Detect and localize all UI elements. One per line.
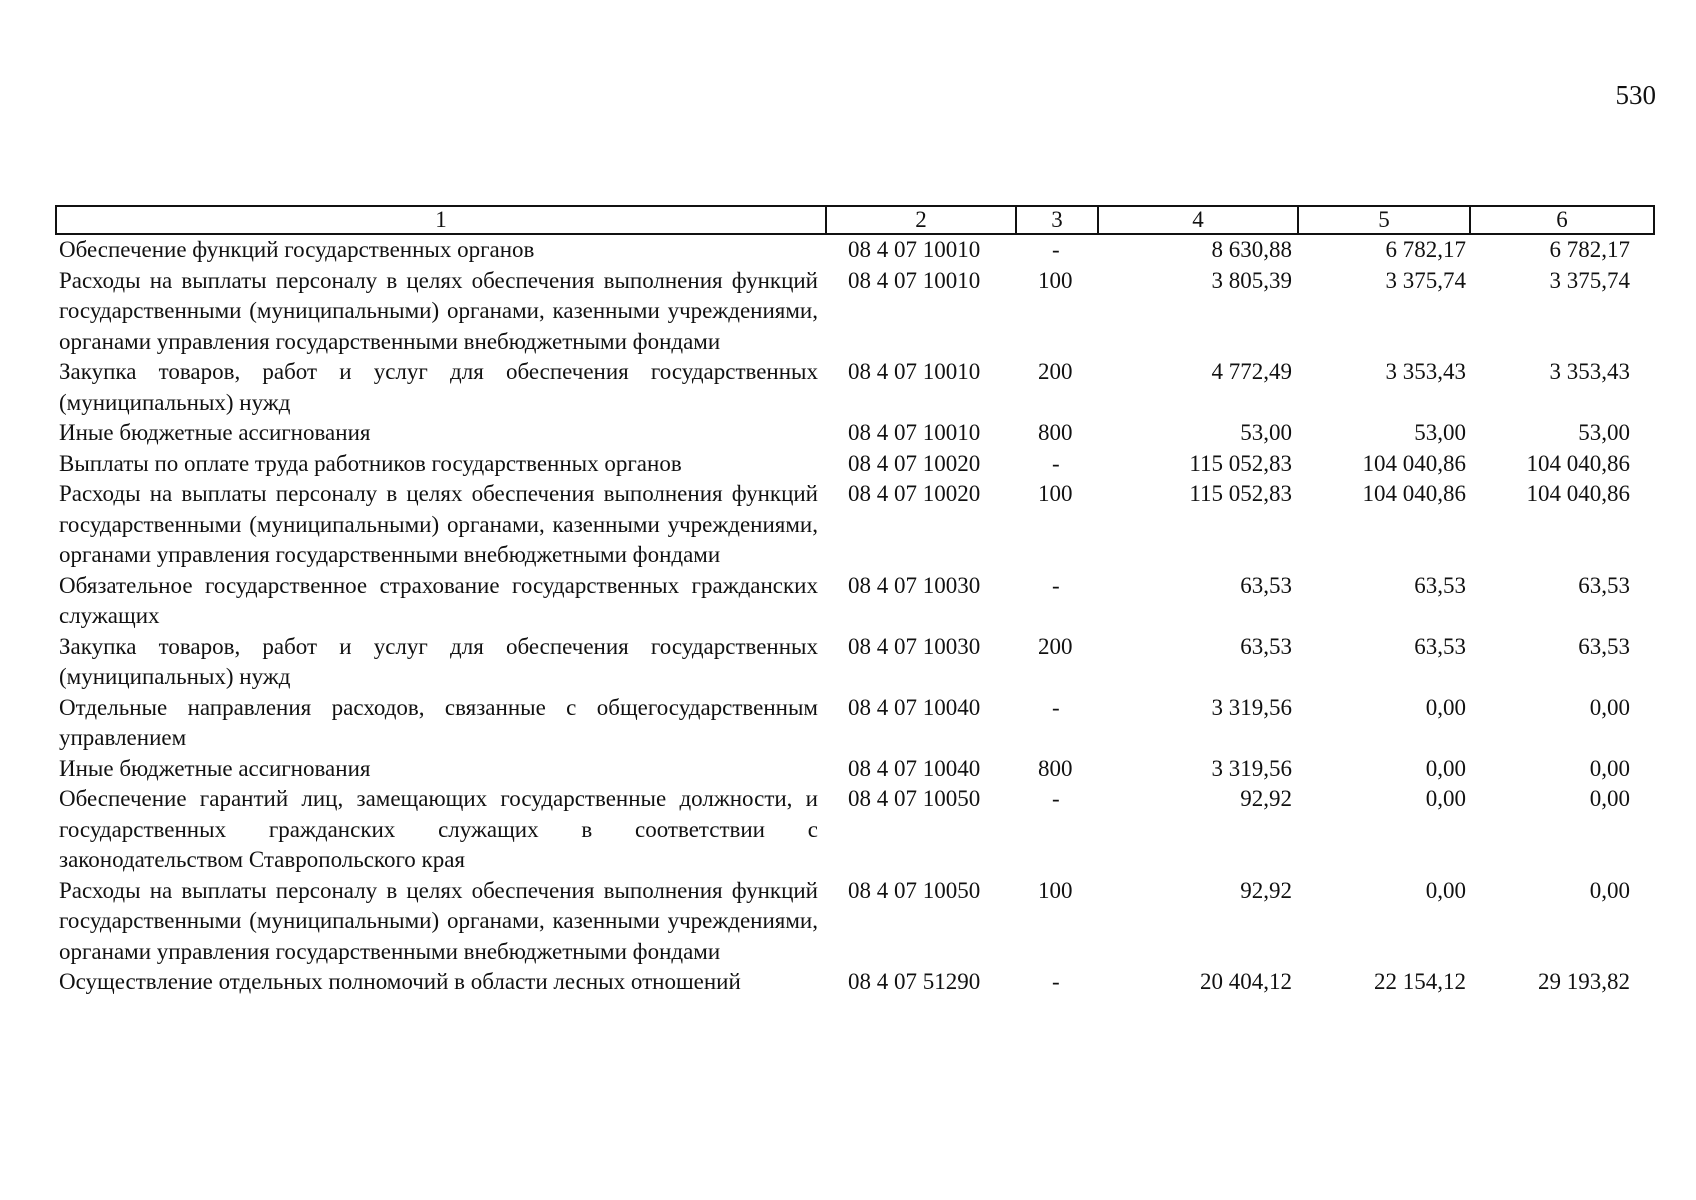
row-name: Закупка товаров, работ и услуг для обеспечения государственных (муниципальных) нужд bbox=[59, 633, 818, 689]
row-value-5: 3 375,74 bbox=[1385, 267, 1466, 293]
row-value-5: 63,53 bbox=[1414, 572, 1466, 598]
row-code: 08 4 07 10050 bbox=[848, 786, 981, 811]
row-value-5: 0,00 bbox=[1425, 877, 1466, 903]
row-value-4: 63,53 bbox=[1240, 572, 1292, 598]
row-value-6: 53,00 bbox=[1578, 420, 1630, 445]
header-col-2: 2 bbox=[826, 206, 1016, 234]
row-name: Обязательное государственное страхование государственных гражданских служащих bbox=[59, 572, 818, 628]
row-value-6: 63,53 bbox=[1578, 633, 1630, 659]
row-code: 08 4 07 10050 bbox=[848, 877, 981, 903]
row-code: 08 4 07 10010 bbox=[848, 237, 981, 262]
table-row bbox=[56, 266, 1654, 358]
row-value-5: 0,00 bbox=[1425, 786, 1466, 811]
row-value-4: 3 805,39 bbox=[1211, 267, 1292, 293]
row-name: Отдельные направления расходов, связанные с общегосударственным управлением bbox=[59, 694, 818, 750]
row-name: Обеспечение функций государственных органов bbox=[59, 237, 535, 262]
table-row bbox=[56, 449, 1654, 480]
row-value-6: 3 353,43 bbox=[1549, 359, 1630, 384]
header-col-4: 4 bbox=[1098, 206, 1298, 234]
row-value-5: 22 154,12 bbox=[1374, 969, 1466, 994]
row-name: Закупка товаров, работ и услуг для обеспечения государственных (муниципальных) нужд bbox=[59, 359, 818, 415]
row-name: Осуществление отдельных полномочий в области лесных отношений bbox=[59, 969, 741, 994]
table-row bbox=[56, 754, 1654, 785]
row-value-6: 104 040,86 bbox=[1526, 450, 1630, 476]
row-value-4: 63,53 bbox=[1240, 633, 1292, 659]
row-code: 08 4 07 10020 bbox=[848, 450, 981, 476]
row-value-4: 8 630,88 bbox=[1211, 237, 1292, 262]
header-col-5: 5 bbox=[1298, 206, 1470, 234]
table-row bbox=[56, 234, 1654, 266]
table-row bbox=[56, 418, 1654, 449]
row-name: Иные бюджетные ассигнования bbox=[59, 755, 371, 781]
row-code: 08 4 07 10010 bbox=[848, 267, 981, 293]
table-row bbox=[56, 632, 1654, 693]
header-col-3: 3 bbox=[1016, 206, 1098, 234]
row-kind: 100 bbox=[1038, 267, 1073, 293]
row-value-5: 104 040,86 bbox=[1362, 450, 1466, 476]
row-kind: 100 bbox=[1038, 877, 1073, 903]
row-value-5: 6 782,17 bbox=[1385, 237, 1466, 262]
budget-table bbox=[55, 205, 1655, 998]
row-kind: 800 bbox=[1038, 420, 1073, 445]
row-code: 08 4 07 10040 bbox=[848, 694, 981, 720]
row-value-4: 20 404,12 bbox=[1200, 969, 1292, 994]
page-number: 530 bbox=[1615, 80, 1656, 110]
row-kind: 200 bbox=[1038, 359, 1073, 384]
table-row bbox=[56, 784, 1654, 876]
header-col-6: 6 bbox=[1470, 206, 1654, 234]
row-name: Обеспечение гарантий лиц, замещающих государственные должности, и государственных гражданских служащих в соответствии с законодательством Ставропольского края bbox=[59, 786, 818, 872]
row-code: 08 4 07 10040 bbox=[848, 755, 981, 781]
table-row bbox=[56, 967, 1654, 998]
row-value-6: 63,53 bbox=[1578, 572, 1630, 598]
row-kind: - bbox=[1052, 786, 1060, 811]
row-kind: - bbox=[1052, 572, 1060, 598]
row-code: 08 4 07 10030 bbox=[848, 572, 981, 598]
table-row bbox=[56, 479, 1654, 571]
header-row bbox=[56, 206, 1654, 234]
row-value-6: 29 193,82 bbox=[1538, 969, 1630, 994]
row-value-6: 104 040,86 bbox=[1526, 481, 1630, 506]
row-kind: - bbox=[1052, 694, 1060, 720]
row-code: 08 4 07 10020 bbox=[848, 481, 981, 506]
row-kind: - bbox=[1052, 969, 1060, 994]
row-value-6: 0,00 bbox=[1589, 786, 1630, 811]
row-value-6: 0,00 bbox=[1589, 877, 1630, 903]
row-value-5: 0,00 bbox=[1425, 694, 1466, 720]
row-name: Иные бюджетные ассигнования bbox=[59, 420, 371, 445]
table-row bbox=[56, 876, 1654, 968]
row-value-5: 53,00 bbox=[1414, 420, 1466, 445]
row-value-6: 0,00 bbox=[1589, 694, 1630, 720]
row-kind: - bbox=[1052, 237, 1060, 262]
row-value-6: 0,00 bbox=[1589, 755, 1630, 781]
row-value-4: 3 319,56 bbox=[1211, 694, 1292, 720]
row-value-4: 53,00 bbox=[1240, 420, 1292, 445]
row-kind: - bbox=[1052, 450, 1060, 476]
row-code: 08 4 07 10010 bbox=[848, 420, 981, 445]
row-name: Выплаты по оплате труда работников государственных органов bbox=[59, 450, 682, 476]
table-row bbox=[56, 571, 1654, 632]
row-code: 08 4 07 10030 bbox=[848, 633, 981, 659]
row-value-4: 3 319,56 bbox=[1211, 755, 1292, 781]
row-value-6: 6 782,17 bbox=[1549, 237, 1630, 262]
row-value-4: 92,92 bbox=[1240, 786, 1292, 811]
row-value-4: 115 052,83 bbox=[1189, 450, 1292, 476]
row-value-5: 63,53 bbox=[1414, 633, 1466, 659]
table-row bbox=[56, 357, 1654, 418]
row-value-5: 104 040,86 bbox=[1362, 481, 1466, 506]
row-kind: 800 bbox=[1038, 755, 1073, 781]
row-name: Расходы на выплаты персоналу в целях обеспечения выполнения функций государственными (муниципальными) органами, казенными учреждениями, органами управления государственными внебюджетными фондами bbox=[59, 267, 818, 354]
row-code: 08 4 07 10010 bbox=[848, 359, 981, 384]
header-col-1: 1 bbox=[56, 206, 826, 234]
row-value-4: 4 772,49 bbox=[1211, 359, 1292, 384]
row-name: Расходы на выплаты персоналу в целях обеспечения выполнения функций государственными (муниципальными) органами, казенными учреждениями, органами управления государственными внебюджетными фондами bbox=[59, 877, 818, 964]
row-kind: 100 bbox=[1038, 481, 1073, 506]
row-kind: 200 bbox=[1038, 633, 1073, 659]
row-value-6: 3 375,74 bbox=[1549, 267, 1630, 293]
row-value-5: 0,00 bbox=[1425, 755, 1466, 781]
row-value-4: 115 052,83 bbox=[1189, 481, 1292, 506]
row-name: Расходы на выплаты персоналу в целях обеспечения выполнения функций государственными (муниципальными) органами, казенными учреждениями, органами управления государственными внебюджетными фондами bbox=[59, 481, 818, 567]
row-value-5: 3 353,43 bbox=[1385, 359, 1466, 384]
row-code: 08 4 07 51290 bbox=[848, 969, 981, 994]
table-row bbox=[56, 693, 1654, 754]
row-value-4: 92,92 bbox=[1240, 877, 1292, 903]
